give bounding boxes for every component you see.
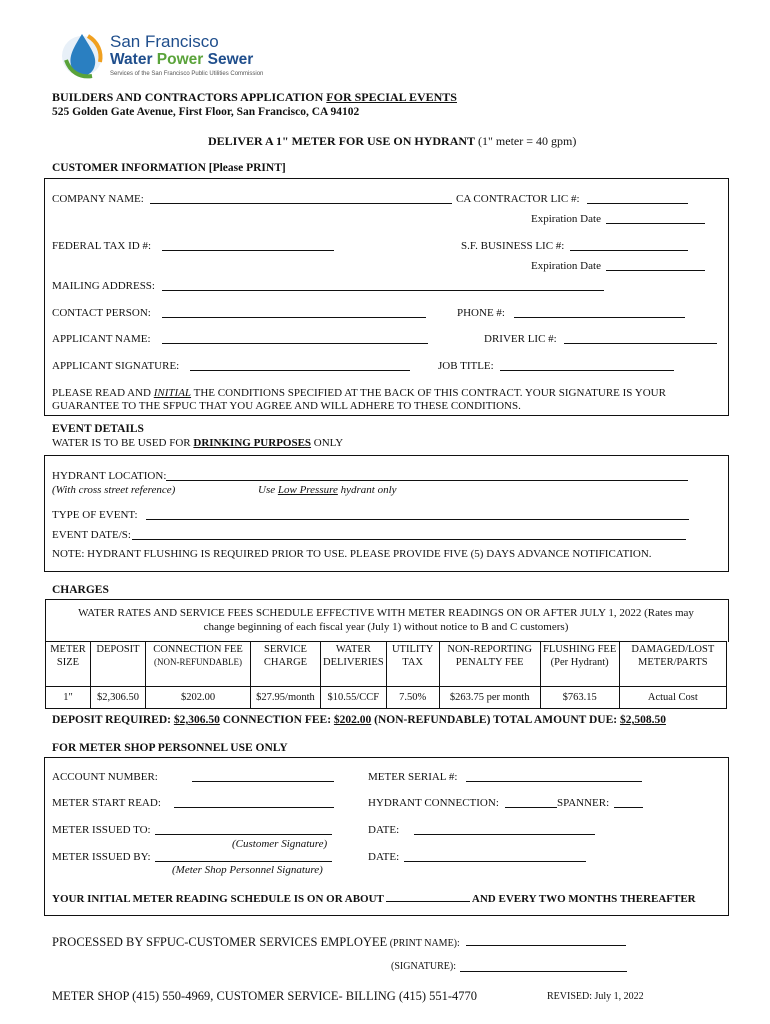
sf-lic-field[interactable] [570, 240, 688, 251]
reading-schedule-line: YOUR INITIAL METER READING SCHEDULE IS ON OR ABOUT AND EVERY TWO MONTHS THEREAFTER [52, 893, 696, 905]
type-of-event-field[interactable] [146, 509, 689, 520]
low-pressure-note: Use Low Pressure hydrant only [258, 484, 397, 496]
event-dates-label: EVENT DATE/S: [52, 529, 131, 541]
meter-start-read-label: METER START READ: [52, 797, 161, 809]
charges-table [45, 641, 727, 709]
processed-by-name-field[interactable] [466, 935, 626, 946]
revised-date: REVISED: July 1, 2022 [547, 991, 644, 1002]
header-meter-size: METER SIZE [46, 642, 91, 687]
value-service-charge: $27.95/month [251, 687, 321, 709]
employee-signature-field[interactable] [460, 961, 627, 972]
expiration-date-field-1[interactable] [606, 213, 705, 224]
header-connection-fee: CONNECTION FEE (NON-REFUNDABLE) [146, 642, 251, 687]
federal-tax-label: FEDERAL TAX ID #: [52, 240, 152, 252]
mailing-address-label: MAILING ADDRESS: [52, 280, 155, 292]
charges-header-row [46, 642, 727, 687]
conditions-notice-line-2: GUARANTEE TO THE SFPUC THAT YOU AGREE AND WILL ADHERE TO THESE CONDITIONS. [52, 400, 521, 412]
spanner-field[interactable] [614, 797, 643, 808]
company-name-field[interactable] [150, 193, 452, 204]
value-utility-tax: 7.50% [386, 687, 439, 709]
expiration-date-label-1: Expiration Date [531, 213, 601, 225]
total-amount-line: DEPOSIT REQUIRED: $2,306.50 CONNECTION FEE: $202.00 (NON-REFUNDABLE) TOTAL AMOUNT DUE: $2,508.50 [52, 714, 666, 726]
event-details-heading: EVENT DETAILS [52, 423, 144, 435]
value-damaged-lost: Actual Cost [619, 687, 726, 709]
company-name-label: COMPANY NAME: [52, 193, 144, 205]
applicant-signature-field[interactable] [190, 360, 410, 371]
spanner-label: SPANNER: [557, 797, 610, 809]
meter-shop-heading: FOR METER SHOP PERSONNEL USE ONLY [52, 742, 288, 754]
date-field-1[interactable] [414, 824, 595, 835]
account-number-label: ACCOUNT NUMBER: [52, 771, 158, 783]
value-deposit: $2,306.50 [91, 687, 146, 709]
account-number-field[interactable] [192, 771, 334, 782]
customer-info-heading: CUSTOMER INFORMATION [Please PRINT] [52, 162, 286, 174]
date-label-1: DATE: [368, 824, 400, 836]
rates-note-line-1: WATER RATES AND SERVICE FEES SCHEDULE EFFECTIVE WITH METER READINGS ON OR AFTER JULY 1, 2022 (Rates may [78, 607, 694, 619]
header-flushing-fee: FLUSHING FEE (Per Hydrant) [540, 642, 619, 687]
phone-field[interactable] [514, 307, 685, 318]
type-of-event-label: TYPE OF EVENT: [52, 509, 138, 521]
hydrant-location-label: HYDRANT LOCATION: [52, 470, 167, 482]
meter-issued-by-label: METER ISSUED BY: [52, 851, 151, 863]
meter-start-read-field[interactable] [174, 797, 334, 808]
customer-signature-caption: (Customer Signature) [232, 838, 328, 850]
job-title-label: JOB TITLE: [438, 360, 494, 372]
date-field-2[interactable] [404, 851, 586, 862]
contact-person-label: CONTACT PERSON: [52, 307, 151, 319]
job-title-field[interactable] [500, 360, 674, 371]
logo-tagline: Services of the San Francisco Public Utilities Commission [110, 71, 264, 77]
hydrant-connection-label: HYDRANT CONNECTION: [368, 797, 499, 809]
meter-issued-by-field[interactable] [155, 851, 332, 862]
water-drop-logo-icon [58, 26, 106, 84]
value-flushing-fee: $763.15 [540, 687, 619, 709]
applicant-signature-label: APPLICANT SIGNATURE: [52, 360, 180, 372]
meter-serial-label: METER SERIAL #: [368, 771, 458, 783]
header-damaged-lost: DAMAGED/LOST METER/PARTS [619, 642, 726, 687]
footer-phone-numbers: METER SHOP (415) 550-4969, CUSTOMER SERVICE- BILLING (415) 551-4770 [52, 989, 478, 1003]
mailing-address-field[interactable] [162, 280, 604, 291]
header-service-charge: SERVICE CHARGE [251, 642, 321, 687]
meter-serial-field[interactable] [466, 771, 642, 782]
event-dates-field[interactable] [132, 529, 686, 540]
sf-lic-label: S.F. BUSINESS LIC #: [461, 240, 565, 252]
meter-shop-signature-caption: (Meter Shop Personnel Signature) [172, 864, 323, 876]
value-non-reporting: $263.75 per month [439, 687, 540, 709]
value-water-deliveries: $10.55/CCF [321, 687, 387, 709]
ca-lic-field[interactable] [587, 193, 688, 204]
flushing-note: NOTE: HYDRANT FLUSHING IS REQUIRED PRIOR TO USE. PLEASE PROVIDE FIVE (5) DAYS ADVANCE NOTIFICATION. [52, 548, 652, 560]
date-label-2: DATE: [368, 851, 400, 863]
logo-line-2: Water Power Sewer [110, 51, 254, 68]
value-meter-size: 1" [46, 687, 91, 709]
federal-tax-field[interactable] [162, 240, 334, 251]
drinking-purposes-note: WATER IS TO BE USED FOR DRINKING PURPOSES ONLY [52, 437, 344, 449]
sfpuc-logo [58, 26, 278, 84]
expiration-date-field-2[interactable] [606, 260, 705, 271]
hydrant-location-field[interactable] [166, 470, 688, 481]
charges-values-row [46, 687, 727, 709]
driver-lic-label: DRIVER LIC #: [484, 333, 557, 345]
deliver-heading: DELIVER A 1" METER FOR USE ON HYDRANT (1" meter = 40 gpm) [208, 134, 577, 148]
hydrant-connection-field[interactable] [505, 797, 557, 808]
processed-by-line: PROCESSED BY SFPUC-CUSTOMER SERVICES EMPLOYEE (PRINT NAME): [52, 935, 460, 949]
ca-lic-label: CA CONTRACTOR LIC #: [456, 193, 580, 205]
header-utility-tax: UTILITY TAX [386, 642, 439, 687]
applicant-name-field[interactable] [162, 333, 428, 344]
applicant-name-label: APPLICANT NAME: [52, 333, 151, 345]
header-water-deliveries: WATER DELIVERIES [321, 642, 387, 687]
header-non-reporting: NON-REPORTING PENALTY FEE [439, 642, 540, 687]
employee-signature-label: (SIGNATURE): [391, 961, 456, 972]
meter-issued-to-field[interactable] [155, 824, 332, 835]
header-deposit: DEPOSIT [91, 642, 146, 687]
expiration-date-label-2: Expiration Date [531, 260, 601, 272]
form-title: BUILDERS AND CONTRACTORS APPLICATION FOR SPECIAL EVENTS [52, 90, 457, 104]
phone-label: PHONE #: [457, 307, 505, 319]
meter-issued-to-label: METER ISSUED TO: [52, 824, 151, 836]
contact-person-field[interactable] [162, 307, 426, 318]
value-connection-fee: $202.00 [146, 687, 251, 709]
reading-schedule-date-field[interactable] [386, 891, 470, 902]
driver-lic-field[interactable] [564, 333, 717, 344]
rates-note-line-2: change beginning of each fiscal year (July 1) without notice to B and C customers) [203, 621, 569, 633]
charges-heading: CHARGES [52, 584, 109, 596]
conditions-notice-line-1: PLEASE READ AND INITIAL THE CONDITIONS SPECIFIED AT THE BACK OF THIS CONTRACT. YOUR SIGNATURE IS YOUR [52, 387, 666, 399]
logo-line-1: San Francisco [110, 32, 219, 51]
cross-street-note: (With cross street reference) [52, 484, 176, 496]
office-address: 525 Golden Gate Avenue, First Floor, San Francisco, CA 94102 [52, 106, 360, 118]
